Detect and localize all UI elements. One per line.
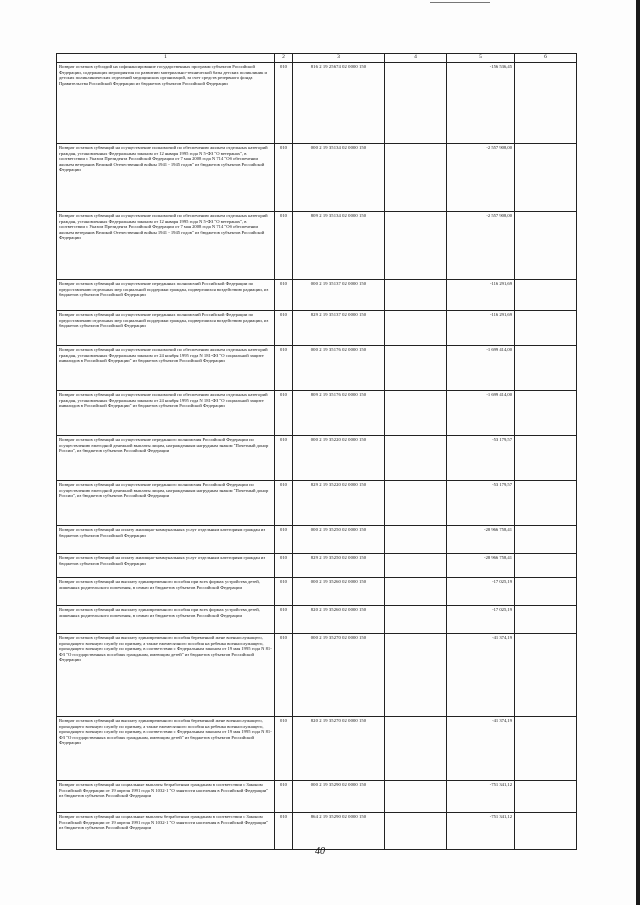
- table-row: [57, 311, 577, 346]
- budget-code-cell: 829 2 19 35137 02 0000 150: [293, 311, 385, 346]
- table-header-row: [57, 54, 577, 63]
- row-code-line-cell: 010: [275, 212, 293, 280]
- row-name-cell: Возврат остатков субвенций на осуществление полномочий по обеспечению жильем отдельных категорий граждан, установленных Федеральным законом от 24 ноября 1995 года N 181-ФЗ "О социальной защите инвалидов в Российской Федерации" из бюджетов субъектов Российской Федерации: [57, 391, 275, 436]
- table-row: [57, 63, 577, 144]
- row-code-line-cell: 010: [275, 606, 293, 634]
- empty-cell: [385, 481, 447, 526]
- amount-cell: -751 341,12: [447, 813, 515, 850]
- table-row: [57, 436, 577, 481]
- table-row: [57, 813, 577, 850]
- empty-cell: [515, 781, 577, 813]
- table-row: [57, 634, 577, 717]
- budget-code-cell: 000 2 19 35290 02 0000 150: [293, 781, 385, 813]
- row-code-line-cell: 010: [275, 311, 293, 346]
- row-name-cell: Возврат остатков субвенций на выплату единовременного пособия при всех формах устройства детей, лишенных родительского попечения, в семью из бюджетов субъектов Российской Федерации: [57, 606, 275, 634]
- row-name-cell: Возврат остатков субвенций на осуществление полномочий по обеспечению жильем отдельных категорий граждан, установленных Федеральным законом от 12 января 1995 года N 5-ФЗ "О ветеранах", в соответствии с Указом Президента Российской Федерации от 7 мая 2008 года N 714 "Об обеспечении жильем ветеранов Великой Отечественной войны 1941 - 1945 годов" из бюджетов субъектов Российской Федерации: [57, 144, 275, 212]
- budget-report-table: [56, 53, 577, 850]
- budget-code-cell: 816 2 19 25674 02 0000 150: [293, 63, 385, 144]
- row-code-line-cell: 010: [275, 578, 293, 606]
- row-name-cell: Возврат остатков субвенций на выплату единовременного пособия при всех формах устройства детей, лишенных родительского попечения, в семью из бюджетов субъектов Российской Федерации: [57, 578, 275, 606]
- empty-cell: [385, 391, 447, 436]
- row-code-line-cell: 010: [275, 554, 293, 578]
- table-row: [57, 212, 577, 280]
- empty-cell: [385, 144, 447, 212]
- amount-cell: -2 557 908,00: [447, 212, 515, 280]
- empty-cell: [385, 634, 447, 717]
- empty-cell: [515, 526, 577, 554]
- row-code-line-cell: 010: [275, 391, 293, 436]
- empty-cell: [515, 391, 577, 436]
- row-code-line-cell: 010: [275, 634, 293, 717]
- amount-cell: -53 179,57: [447, 481, 515, 526]
- row-name-cell: Возврат остатков субсидий на софинансирование государственных программ субъектов Российской Федерации, содержащих мероприятия по развитию материально-технической базы детских поликлиник и детских поликлинических отделений медицинских организаций, за счет средств резервного фонда Правительства Российской Федерации из бюджетов субъектов Российской Федерации: [57, 63, 275, 144]
- amount-cell: -28 966 758,41: [447, 554, 515, 578]
- table-row: [57, 606, 577, 634]
- column-header: 1: [57, 54, 275, 63]
- amount-cell: -28 966 758,41: [447, 526, 515, 554]
- budget-code-cell: 000 2 19 35250 02 0000 150: [293, 526, 385, 554]
- row-name-cell: Возврат остатков субвенций на осуществление переданных полномочий Российской Федерации по предоставлению отдельных мер социальной поддержки граждан, подвергшихся воздействию радиации, из бюджетов субъектов Российской Федерации: [57, 311, 275, 346]
- row-code-line-cell: 010: [275, 717, 293, 781]
- row-code-line-cell: 010: [275, 526, 293, 554]
- row-code-line-cell: 010: [275, 280, 293, 311]
- row-name-cell: Возврат остатков субвенций на осуществление переданных полномочий Российской Федерации по предоставлению отдельных мер социальной поддержки граждан, подвергшихся воздействию радиации, из бюджетов субъектов Российской Федерации: [57, 280, 275, 311]
- empty-cell: [515, 436, 577, 481]
- empty-cell: [385, 526, 447, 554]
- empty-cell: [515, 606, 577, 634]
- row-name-cell: Возврат остатков субвенций на социальные выплаты безработным гражданам в соответствии с Законом Российской Федерации от 19 апреля 1991 года N 1032-1 "О занятости населения в Российской Федерации" из бюджетов субъектов Российской Федерации: [57, 781, 275, 813]
- page-number: 40: [315, 846, 325, 857]
- empty-cell: [385, 781, 447, 813]
- amount-cell: -2 557 908,00: [447, 144, 515, 212]
- empty-cell: [385, 554, 447, 578]
- amount-cell: -41 374,19: [447, 634, 515, 717]
- amount-cell: -17 025,19: [447, 606, 515, 634]
- amount-cell: -17 025,19: [447, 578, 515, 606]
- empty-cell: [515, 717, 577, 781]
- row-code-line-cell: 010: [275, 144, 293, 212]
- table-row: [57, 554, 577, 578]
- table-row: [57, 346, 577, 391]
- column-header: 2: [275, 54, 293, 63]
- budget-code-cell: 000 2 19 35134 02 0000 150: [293, 144, 385, 212]
- table-row: [57, 781, 577, 813]
- table-row: [57, 481, 577, 526]
- scan-mark: [430, 2, 490, 3]
- table-row: [57, 391, 577, 436]
- row-code-line-cell: 010: [275, 813, 293, 850]
- empty-cell: [385, 311, 447, 346]
- empty-cell: [385, 280, 447, 311]
- budget-code-cell: 820 2 19 35270 02 0000 150: [293, 717, 385, 781]
- column-header: 5: [447, 54, 515, 63]
- empty-cell: [385, 63, 447, 144]
- row-name-cell: Возврат остатков субвенций на социальные выплаты безработным гражданам в соответствии с Законом Российской Федерации от 19 апреля 1991 года N 1032-1 "О занятости населения в Российской Федерации" из бюджетов субъектов Российской Федерации: [57, 813, 275, 850]
- row-code-line-cell: 010: [275, 781, 293, 813]
- amount-cell: -1 699 414,00: [447, 346, 515, 391]
- amount-cell: -751 341,12: [447, 781, 515, 813]
- table-row: [57, 526, 577, 554]
- amount-cell: -1 699 414,00: [447, 391, 515, 436]
- amount-cell: -116 291,69: [447, 280, 515, 311]
- budget-code-cell: 000 2 19 35260 02 0000 150: [293, 578, 385, 606]
- row-name-cell: Возврат остатков субвенций на выплату единовременного пособия беременной жене военнослужащего, проходящего военную службу по призыву, а также ежемесячного пособия на ребенка военнослужащего, проходящего военную службу по призыву, в соответствии с Федеральным законом от 19 мая 1995 года N 81-ФЗ "О государственных пособиях гражданам, имеющим детей" из бюджетов субъектов Российской Федерации: [57, 634, 275, 717]
- empty-cell: [385, 813, 447, 850]
- empty-cell: [385, 717, 447, 781]
- table-row: [57, 717, 577, 781]
- budget-code-cell: 864 2 19 35290 02 0000 150: [293, 813, 385, 850]
- scan-edge: [636, 0, 640, 905]
- empty-cell: [385, 578, 447, 606]
- row-name-cell: Возврат остатков субвенций на оплату жилищно-коммунальных услуг отдельным категориям граждан из бюджетов субъектов Российской Федерации: [57, 554, 275, 578]
- empty-cell: [385, 436, 447, 481]
- empty-cell: [385, 212, 447, 280]
- amount-cell: -53 179,57: [447, 436, 515, 481]
- row-code-line-cell: 010: [275, 346, 293, 391]
- budget-code-cell: 000 2 19 35137 02 0000 150: [293, 280, 385, 311]
- amount-cell: -116 291,69: [447, 311, 515, 346]
- budget-code-cell: 000 2 19 35270 02 0000 150: [293, 634, 385, 717]
- row-name-cell: Возврат остатков субвенций на осуществление переданного полномочия Российской Федерации по осуществлению ежегодной денежной выплаты лицам, награжденным нагрудным знаком "Почетный донор России", из бюджетов субъектов Российской Федерации: [57, 436, 275, 481]
- table-row: [57, 280, 577, 311]
- row-name-cell: Возврат остатков субвенций на осуществление полномочий по обеспечению жильем отдельных категорий граждан, установленных Федеральным законом от 12 января 1995 года N 5-ФЗ "О ветеранах", в соответствии с Указом Президента Российской Федерации от 7 мая 2008 года N 714 "Об обеспечении жильем ветеранов Великой Отечественной войны 1941 - 1945 годов" из бюджетов субъектов Российской Федерации: [57, 212, 275, 280]
- budget-code-cell: 000 2 19 35220 02 0000 150: [293, 436, 385, 481]
- empty-cell: [385, 346, 447, 391]
- empty-cell: [515, 554, 577, 578]
- amount-cell: -41 374,19: [447, 717, 515, 781]
- row-name-cell: Возврат остатков субвенций на оплату жилищно-коммунальных услуг отдельным категориям граждан из бюджетов субъектов Российской Федерации: [57, 526, 275, 554]
- budget-code-cell: 809 2 19 35176 02 0000 150: [293, 391, 385, 436]
- empty-cell: [515, 634, 577, 717]
- row-code-line-cell: 010: [275, 63, 293, 144]
- row-name-cell: Возврат остатков субвенций на выплату единовременного пособия беременной жене военнослужащего, проходящего военную службу по призыву, а также ежемесячного пособия на ребенка военнослужащего, проходящего военную службу по призыву, в соответствии с Федеральным законом от 19 мая 1995 года N 81-ФЗ "О государственных пособиях гражданам, имеющим детей" из бюджетов субъектов Российской Федерации: [57, 717, 275, 781]
- column-header: 4: [385, 54, 447, 63]
- budget-code-cell: 820 2 19 35260 02 0000 150: [293, 606, 385, 634]
- row-code-line-cell: 010: [275, 436, 293, 481]
- budget-code-cell: 809 2 19 35134 02 0000 150: [293, 212, 385, 280]
- amount-cell: -156 536,45: [447, 63, 515, 144]
- empty-cell: [515, 578, 577, 606]
- row-name-cell: Возврат остатков субвенций на осуществление переданного полномочия Российской Федерации по осуществлению ежегодной денежной выплаты лицам, награжденным нагрудным знаком "Почетный донор России", из бюджетов субъектов Российской Федерации: [57, 481, 275, 526]
- row-name-cell: Возврат остатков субвенций на осуществление полномочий по обеспечению жильем отдельных категорий граждан, установленных Федеральным законом от 24 ноября 1995 года N 181-ФЗ "О социальной защите инвалидов в Российской Федерации" из бюджетов субъектов Российской Федерации: [57, 346, 275, 391]
- row-code-line-cell: 010: [275, 481, 293, 526]
- empty-cell: [515, 481, 577, 526]
- column-header: 6: [515, 54, 577, 63]
- budget-code-cell: 829 2 19 35220 02 0000 150: [293, 481, 385, 526]
- empty-cell: [515, 144, 577, 212]
- table-row: [57, 578, 577, 606]
- empty-cell: [515, 311, 577, 346]
- empty-cell: [515, 280, 577, 311]
- table-row: [57, 144, 577, 212]
- empty-cell: [515, 212, 577, 280]
- budget-code-cell: 829 2 19 35250 02 0000 150: [293, 554, 385, 578]
- empty-cell: [515, 63, 577, 144]
- budget-code-cell: 000 2 19 35176 02 0000 150: [293, 346, 385, 391]
- empty-cell: [515, 813, 577, 850]
- empty-cell: [385, 606, 447, 634]
- column-header: 3: [293, 54, 385, 63]
- empty-cell: [515, 346, 577, 391]
